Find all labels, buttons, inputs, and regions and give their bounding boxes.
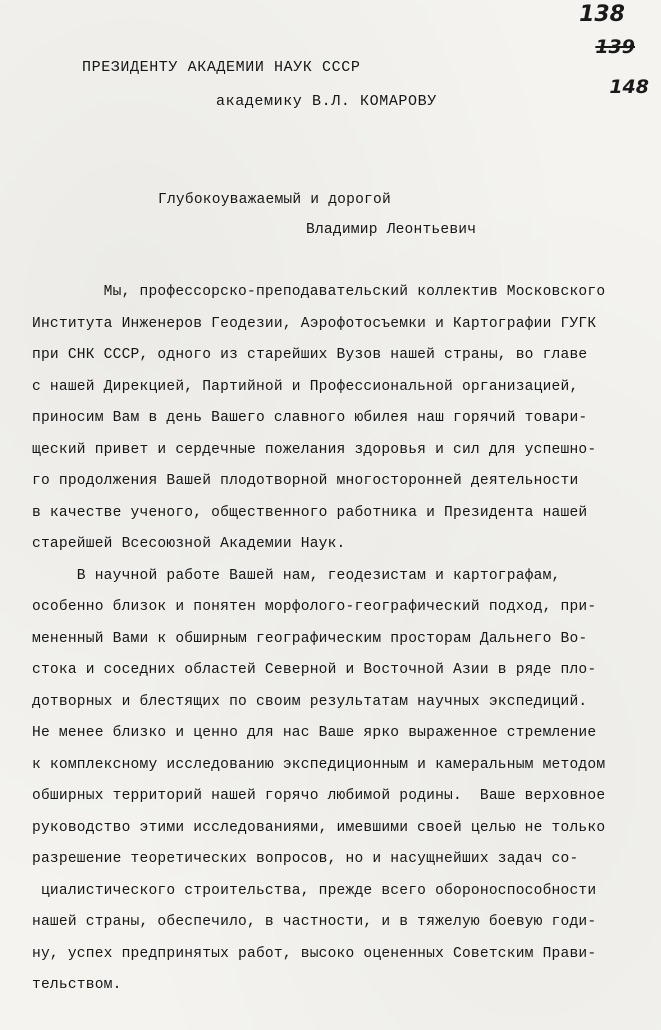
body-line: го продолжения Вашей плодотворной многосторонней деятельности [32,473,579,489]
body-line: с нашей Дирекцией, Партийной и Профессиональной организацией, [32,378,579,395]
archive-number-current: 138 [579,2,625,27]
body-line: Института Инженеров Геодезии, Аэрофотосъемки и Картографии ГУГК [32,315,597,332]
salutation-line-1: Глубокоуважаемый и дорогой [158,192,391,208]
body-line: ну, успех предпринятых работ, высоко оцененных Советским Прави- [32,945,597,962]
body-line: мененный Вами к обширным географическим просторам Дальнего Во- [32,630,588,647]
body-line: при СНК СССР, одного из старейших Вузов нашей страны, во главе [32,347,588,363]
body-line: тельством. [32,977,122,993]
body-line: Не менее близко и ценно для нас Ваше ярко выраженное стремление [32,725,597,741]
body-line: щеский привет и сердечные пожелания здоровья и сил для успешно- [32,441,597,458]
body-line: стока и соседних областей Северной и Восточной Азии в ряде пло- [32,662,597,678]
body-line: к комплексному исследованию экспедиционным и камеральным методом [32,756,606,773]
body-line: дотворных и блестящих по своим результатам научных экспедиций. [32,693,588,710]
body-line: Мы, профессорско-преподавательский коллектив Московского [32,284,606,300]
body-line: руководство этими исследованиями, имевшими своей целью не только [32,819,606,836]
body-line: разрешение теоретических вопросов, но и насущнейших задач со- [32,851,579,867]
body-line: обширных территорий нашей горячо любимой родины. Ваше верховное [32,788,606,804]
addressee-line-1: ПРЕЗИДЕНТУ АКАДЕМИИ НАУК СССР [82,59,361,76]
salutation-line-2: Владимир Леонтьевич [306,222,477,238]
body-line: старейшей Всесоюзной Академии Наук. [32,536,346,552]
archive-number-folio: 148 [609,76,649,98]
body-line: нашей страны, обеспечило, в частности, и в тяжелую боевую годи- [32,914,597,930]
body-line: в качестве ученого, общественного работника и Президента нашей [32,504,588,521]
archive-page-numbers [573,0,653,100]
body-line: В научной работе Вашей нам, геодезистам и картографам, [32,567,561,584]
archive-number-struck: 139 [595,36,635,58]
body-line: особенно близок и понятен морфолого-географический подход, при- [32,599,597,615]
body-line: циалистического строительства, прежде всего обороноспособности [32,882,597,899]
body-line: приносим Вам в день Вашего славного юбилея наш горячий товари- [32,410,588,426]
addressee-line-2: академику В.Л. КОМАРОВУ [216,93,437,110]
